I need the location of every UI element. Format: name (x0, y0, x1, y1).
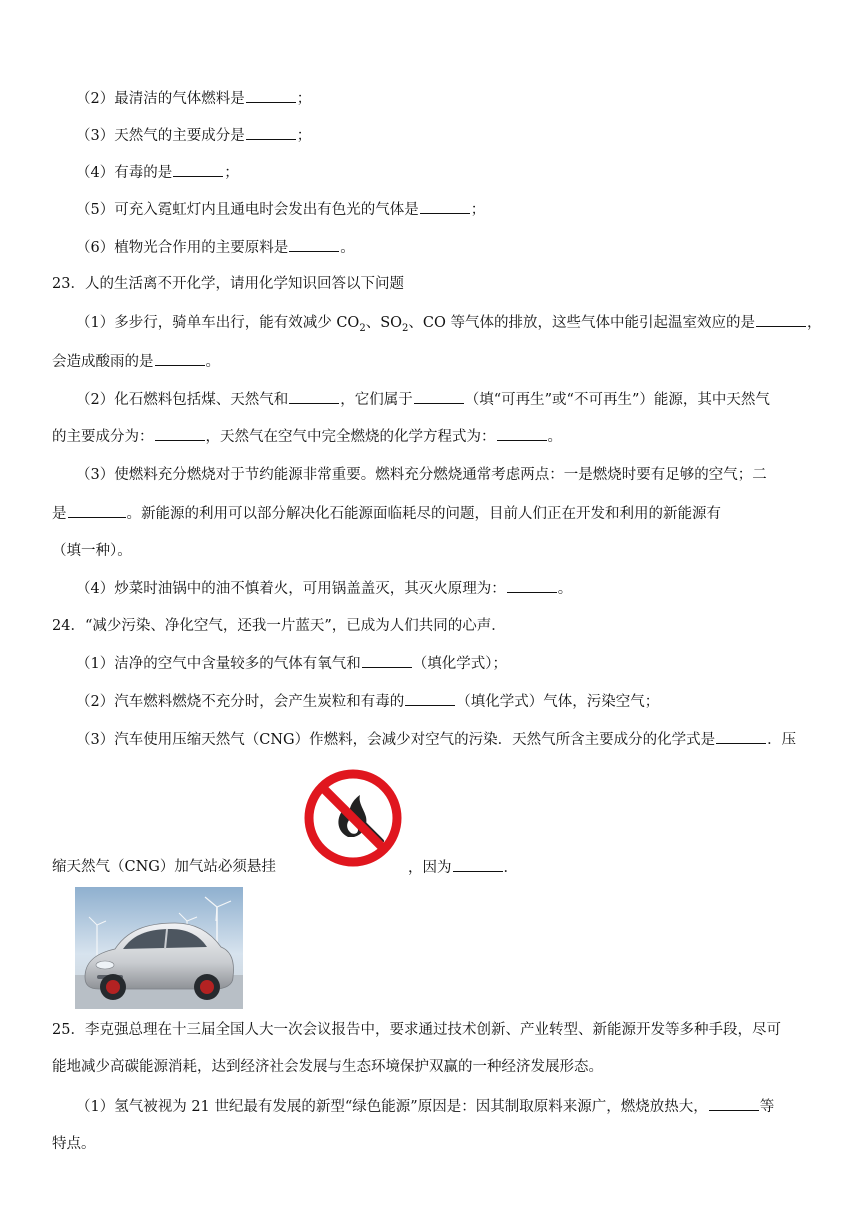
q23-heading: 23．人的生活离不开化学，请用化学知识回答以下问题 (52, 276, 404, 292)
answer-blank[interactable] (289, 237, 339, 252)
q22-line-4: （4）有毒的是 ； (76, 162, 239, 183)
answer-blank[interactable] (362, 653, 412, 668)
q25-part-1: （1）氢气被视为 21 世纪最有发展的新型“绿色能源”原因是：因其制取原料来源广，燃烧放热大， 等 (76, 1096, 774, 1117)
q23-part-3-end: （填一种）。 (52, 543, 132, 559)
q24-heading: 24．“减少污染、净化空气，还我一片蓝天”，已成为人们共同的心声． (52, 618, 506, 634)
q24-part-1: （1）洁净的空气中含量较多的气体有氧气和 （填化学式）； (76, 653, 507, 674)
q23-part-2-cont: 的主要成分为： ，天然气在空气中完全燃烧的化学方程式为： 。 (52, 426, 562, 447)
q23-part-3-cont: 是 。新能源的利用可以部分解决化石能源面临耗尽的问题，目前人们正在开发和利用的新能源有 (52, 503, 721, 524)
q22-line-3: （3）天然气的主要成分是 ； (76, 125, 311, 146)
q23-part-3: （3）使燃料充分燃烧对于节约能源非常重要。燃料充分燃烧通常考虑两点：一是燃烧时要有足够的空气；二 (76, 467, 767, 483)
answer-blank[interactable] (453, 857, 503, 872)
q25-line-2: 能地减少高碳能源消耗，达到经济社会发展与生态环境保护双赢的一种经济发展形态。 (52, 1059, 603, 1075)
q24-part-3-reason: ，因为 ． (408, 857, 518, 878)
q23-part-2: （2）化石燃料包括煤、天然气和 ，它们属于 （填“可再生”或“不可再生”）能源，其中天然气 (76, 389, 770, 410)
q24-part-3-cont: 缩天然气（CNG）加气站必须悬挂 (52, 859, 276, 875)
no-fire-sign-icon (304, 769, 402, 867)
answer-blank[interactable] (420, 199, 470, 214)
q25-line-1: 25．李克强总理在十三届全国人大一次会议报告中，要求通过技术创新、产业转型、新能源开发等多种手段，尽可 (52, 1022, 781, 1038)
answer-blank[interactable] (405, 691, 455, 706)
answer-blank[interactable] (173, 162, 223, 177)
q23-part-1: （1）多步行，骑单车出行，能有效减少 $CO_2$、$SO_2$、CO 等气体的排放，这些气体中能引起温室效应的是 ， (76, 312, 822, 335)
answer-blank[interactable] (709, 1096, 759, 1111)
answer-blank[interactable] (507, 578, 557, 593)
answer-blank[interactable] (756, 312, 806, 327)
answer-blank[interactable] (414, 389, 464, 404)
q23-part-1-cont: 会造成酸雨的是 。 (52, 351, 220, 372)
answer-blank[interactable] (289, 389, 339, 404)
answer-blank[interactable] (155, 426, 205, 441)
q23-part-4: （4）炒菜时油锅中的油不慎着火，可用锅盖盖灭，其灭火原理为： 。 (76, 578, 572, 599)
q22-line-2: （2）最清洁的气体燃料是 ； (76, 88, 311, 109)
q22-line-5: （5）可充入霓虹灯内且通电时会发出有色光的气体是 ； (76, 199, 485, 220)
q25-part-1-cont: 特点。 (52, 1136, 96, 1152)
answer-blank[interactable] (68, 503, 126, 518)
cng-car-image (75, 887, 243, 1009)
answer-blank[interactable] (155, 351, 205, 366)
answer-blank[interactable] (246, 88, 296, 103)
q24-part-3: （3）汽车使用压缩天然气（CNG）作燃料，会减少对空气的污染．天然气所含主要成分的化学式是 ．压 (76, 729, 796, 750)
q22-line-6: （6）植物光合作用的主要原料是 。 (76, 237, 355, 258)
q24-part-2: （2）汽车燃料燃烧不充分时，会产生炭粒和有毒的 （填化学式）气体，污染空气； (76, 691, 659, 712)
answer-blank[interactable] (497, 426, 547, 441)
answer-blank[interactable] (246, 125, 296, 140)
answer-blank[interactable] (716, 729, 766, 744)
